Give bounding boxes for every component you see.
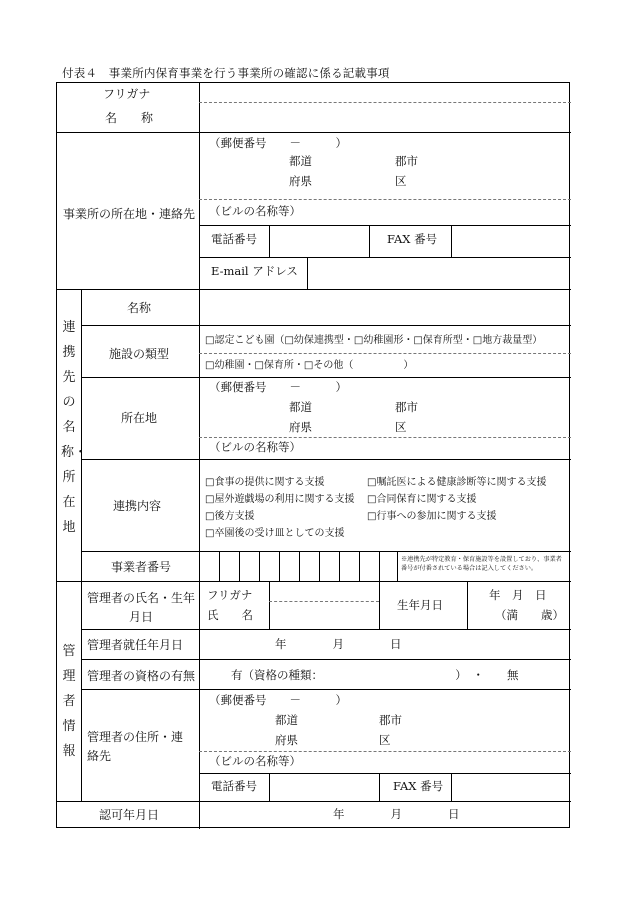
operator-number-label: 事業者番号 — [111, 560, 172, 574]
manager-building-label: （ビルの名称等） — [209, 754, 301, 768]
name-field[interactable] — [205, 105, 565, 127]
facility-type-label: 施設の類型 — [109, 347, 170, 361]
renkei-option-doctor[interactable]: □嘱託医による健康診断等に関する支援 — [367, 477, 547, 488]
operator-number-field[interactable] — [200, 553, 396, 579]
manager-start-label: 管理者就任年月日 — [87, 638, 184, 652]
manager-gunshi-1: 郡市 — [379, 713, 402, 727]
manager-todofuken-2: 府県 — [275, 733, 298, 747]
furigana-field[interactable] — [205, 85, 565, 100]
renkei-gunshi-2: 区 — [395, 420, 407, 434]
dob-label: 生年月日 — [397, 598, 443, 612]
fax-label: FAX 番号 — [387, 232, 438, 246]
manager-fax-label: FAX 番号 — [393, 779, 444, 793]
renkei-postal-label: （郵便番号 － ） — [209, 380, 347, 394]
manager-gunshi-2: 区 — [379, 733, 391, 747]
jigyosho-address-label: 事業所の所在地・連絡先 — [63, 207, 196, 221]
renkei-option-backup[interactable]: □後方支援 — [205, 511, 255, 522]
manager-fax-field[interactable] — [453, 775, 569, 799]
manager-qualification-value[interactable]: 有（資格の種類： ） ・ 無 — [231, 668, 519, 682]
renkei-building-label: （ビルの名称等） — [209, 440, 301, 454]
postal-label: （郵便番号 － ） — [209, 136, 347, 150]
registration-form — [56, 82, 570, 828]
renkei-option-joint-care[interactable]: □合同保育に関する支援 — [367, 494, 477, 505]
page-title: 付表４ 事業所内保育事業を行う事業所の確認に係る記載事項 — [62, 66, 390, 80]
manager-vertical-heading: 管理者情報 — [62, 644, 76, 759]
dob-ymd[interactable]: 年 月 日 — [489, 588, 547, 602]
manager-postal-label: （郵便番号 － ） — [209, 693, 347, 707]
manager-furigana-field[interactable] — [271, 583, 377, 599]
renkei-option-events[interactable]: □行事への参加に関する支援 — [367, 511, 497, 522]
renkei-option-after-grad[interactable]: □卒園後の受け皿としての支援 — [205, 528, 345, 539]
facility-type-options-1[interactable]: □認定こども園（□幼保連携型・□幼稚園形・□保育所型・□地方裁量型） — [205, 335, 543, 346]
renkei-todofuken-2: 府県 — [289, 420, 312, 434]
phone-label: 電話番号 — [211, 232, 257, 246]
renkei-content-label: 連携内容 — [113, 499, 162, 513]
renkei-vertical-heading: 連携先の名称・所在地 — [61, 320, 88, 535]
gunshi-label-1: 郡市 — [395, 154, 418, 168]
renkei-option-meal[interactable]: □食事の提供に関する支援 — [205, 477, 325, 488]
furigana-label: フリガナ — [103, 87, 151, 101]
manager-name-dob-label: 管理者の氏名・生年月日 — [87, 591, 196, 624]
manager-todofuken-1: 都道 — [275, 713, 298, 727]
manager-name-field[interactable] — [271, 604, 377, 626]
email-field[interactable] — [309, 260, 569, 286]
approval-date-label: 認可年月日 — [99, 808, 160, 822]
building-label: （ビルの名称等） — [209, 204, 301, 218]
email-label: E-mail アドレス — [211, 264, 298, 278]
operator-number-note: ※連携先が特定教育・保育施設等を設置しており、事業者番号が付番されている場合は記入してください。 — [401, 556, 562, 573]
renkei-gunshi-1: 郡市 — [395, 400, 418, 414]
renkei-option-playground[interactable]: □屋外遊戯場の利用に関する支援 — [205, 494, 355, 505]
renkei-location-label: 所在地 — [121, 411, 158, 425]
todofuken-label-2: 府県 — [289, 174, 312, 188]
fax-field[interactable] — [453, 228, 569, 254]
manager-furigana-label: フリガナ — [207, 588, 253, 602]
renkei-name-label: 名称 — [127, 301, 152, 315]
phone-field[interactable] — [271, 228, 367, 254]
approval-date-ymd[interactable]: 年 月 日 — [333, 807, 460, 821]
renkei-todofuken-1: 都道 — [289, 400, 312, 414]
manager-phone-field[interactable] — [271, 775, 377, 799]
name-label: 名 称 — [105, 111, 154, 125]
gunshi-label-2: 区 — [395, 174, 407, 188]
todofuken-label-1: 都道 — [289, 154, 312, 168]
manager-shimei-label: 氏 名 — [207, 608, 253, 622]
manager-qualification-label: 管理者の資格の有無 — [87, 669, 196, 683]
manager-start-ymd[interactable]: 年 月 日 — [275, 637, 402, 651]
manager-address-label: 管理者の住所・連絡先 — [87, 730, 184, 763]
facility-type-options-2[interactable]: □幼稚園・□保育所・□その他（ ） — [205, 360, 414, 371]
age-field[interactable]: （満 歳） — [495, 608, 564, 622]
manager-phone-label: 電話番号 — [211, 779, 257, 793]
